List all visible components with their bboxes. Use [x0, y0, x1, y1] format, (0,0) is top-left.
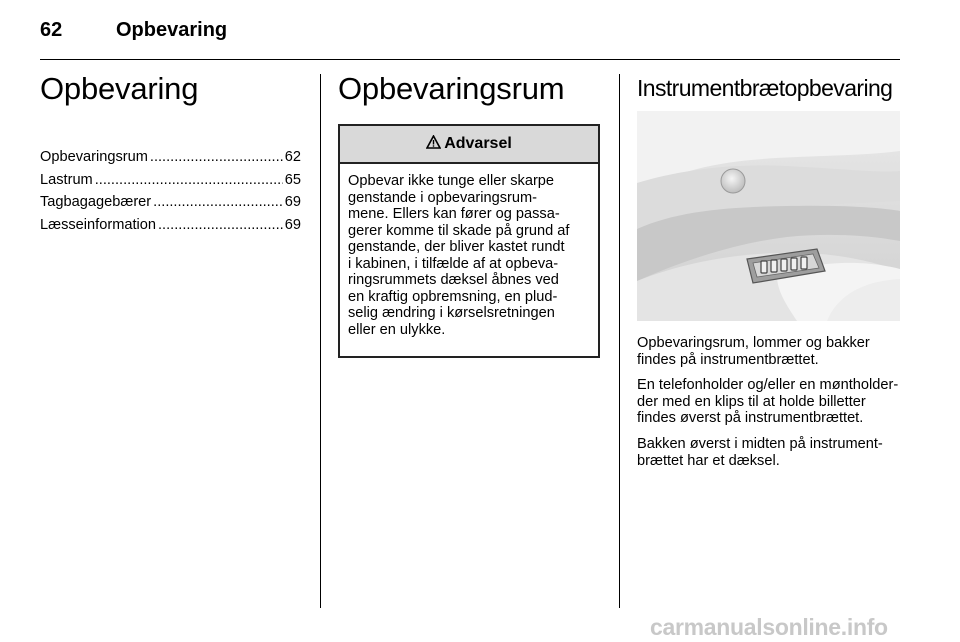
paragraph-line: brættet har et dæksel.	[637, 452, 780, 469]
toc-entry[interactable]	[40, 217, 301, 240]
warning-line: Opbevar ikke tunge eller skarpe	[348, 173, 555, 189]
warning-line: genstande, der bliver kastet rundt	[348, 239, 565, 255]
chapter-heading: Opbevaring	[40, 71, 199, 106]
running-title: Opbevaring	[116, 19, 228, 41]
section-heading: Opbevaringsrum	[338, 71, 565, 106]
paragraph-line: Opbevaringsrum, lommer og bakker	[637, 335, 870, 351]
warning-line: ringsrummets dæksel åbnes ved	[348, 272, 559, 288]
paragraph	[637, 377, 902, 427]
warning-text	[340, 164, 598, 338]
toc-page: 69	[284, 194, 301, 211]
paragraph-line: findes på instrumentbrættet.	[637, 351, 819, 368]
warning-header	[340, 126, 598, 164]
paragraph	[637, 436, 902, 469]
warning-line: gerer komme til skade på grund af	[348, 222, 570, 239]
toc-entry[interactable]	[40, 194, 301, 217]
toc-page: 62	[284, 149, 301, 165]
toc-page: 69	[284, 217, 301, 234]
toc-entry[interactable]	[40, 149, 301, 172]
column-divider-1	[320, 74, 321, 608]
paragraph	[637, 335, 902, 368]
toc-entry[interactable]	[40, 172, 301, 195]
instrument-panel-photo	[637, 111, 900, 321]
warning-box	[338, 124, 600, 358]
paragraph-line: der med en klips til at holde billetter	[637, 393, 866, 410]
warning-line: en kraftig opbremsning, en plud-	[348, 288, 558, 305]
paragraph-line: Bakken øverst i midten på instrument-	[637, 436, 883, 452]
page-number: 62	[40, 19, 63, 41]
paragraph-line: findes øverst på instrumentbrættet.	[637, 410, 864, 426]
warning-title: Advarsel	[444, 135, 512, 152]
toc-label: Opbevaringsrum	[40, 149, 148, 165]
toc-page: 65	[284, 171, 301, 188]
table-of-contents	[40, 149, 301, 240]
warning-triangle-icon	[426, 134, 441, 154]
warning-line: mene. Ellers kan fører og passa-	[348, 206, 560, 222]
paragraph-line: En telefonholder og/eller en møntholder-	[637, 377, 899, 393]
column-divider-2	[619, 74, 620, 608]
warning-line: selig ændring i kørselsretningen	[348, 305, 555, 321]
toc-label: Lastrum	[40, 171, 93, 188]
subsection-heading: Instrumentbrætopbevaring	[637, 75, 893, 101]
warning-line: genstande i opbevaringsrum-	[348, 189, 538, 206]
toc-label: Læsseinformation	[40, 217, 156, 234]
header-rule	[40, 59, 900, 60]
warning-line: i kabinen, i tilfælde af at opbeva-	[348, 255, 559, 272]
watermark: carmanualsonline.info	[650, 614, 888, 640]
warning-line: eller en ulykke.	[348, 321, 446, 338]
toc-label: Tagbagagebærer	[40, 194, 152, 211]
